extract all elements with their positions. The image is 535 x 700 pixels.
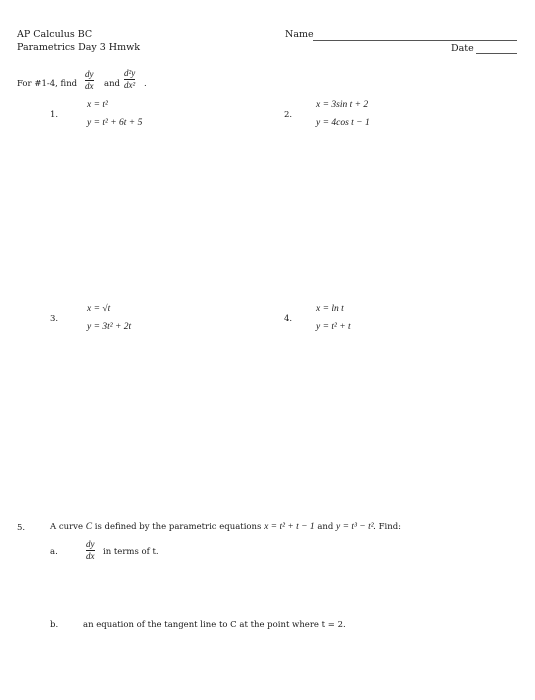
- problem-y-equation: y = t² + t: [316, 322, 351, 332]
- problem-y-equation: y = 3t² + 2t: [87, 322, 132, 332]
- d2y-dx2-fraction: [124, 69, 135, 90]
- problem5-statement: [50, 522, 401, 532]
- problem-number: 2.: [284, 110, 293, 120]
- fraction-denominator: dx²: [124, 80, 136, 90]
- problem-number: 4.: [284, 314, 293, 324]
- part-b-text: an equation of the tangent line to C at the point where t = 2.: [83, 620, 346, 630]
- fraction-numerator: dy: [86, 539, 95, 549]
- problem-y-equation: y = t² + 6t + 5: [87, 118, 143, 128]
- problem-number: 3.: [50, 314, 59, 324]
- problem-x-equation: x = t²: [87, 100, 108, 110]
- dy-dx-fraction: [85, 70, 94, 91]
- name-blank[interactable]: [313, 40, 517, 41]
- part-a-label: a.: [50, 547, 58, 557]
- name-label: Name: [285, 29, 314, 40]
- part-a-text: in terms of t.: [103, 547, 159, 557]
- statement-text: A curve: [50, 522, 83, 532]
- problem-y-equation: y = 4cos t − 1: [316, 118, 370, 128]
- problem-x-equation: x = ln t: [316, 304, 344, 314]
- curve-symbol: C: [85, 522, 93, 532]
- date-blank[interactable]: [476, 53, 517, 54]
- course-title: AP Calculus BC: [17, 29, 93, 40]
- assignment-title: Parametrics Day 3 Hmwk: [17, 42, 140, 53]
- problem-x-equation: x = 3sin t + 2: [316, 100, 369, 110]
- x-parametric-equation: x = t² + t − 1: [264, 522, 315, 532]
- instructions-suffix: .: [144, 79, 147, 89]
- problem-number: 1.: [50, 110, 59, 120]
- fraction-denominator: dx: [86, 551, 95, 561]
- instructions-connector: and: [104, 79, 120, 89]
- fraction-numerator: dy: [85, 69, 94, 79]
- fraction-numerator: d²y: [124, 68, 136, 78]
- problem-x-equation: x = √t: [87, 304, 111, 314]
- fraction-denominator: dx: [85, 81, 94, 91]
- part-b-label: b.: [50, 620, 59, 630]
- instructions-prefix: For #1-4, find: [17, 79, 78, 89]
- statement-text: is defined by the parametric equations: [94, 522, 262, 532]
- statement-text: and: [317, 522, 334, 532]
- y-parametric-equation: y = t³ − t².: [336, 522, 376, 532]
- date-label: Date: [451, 43, 474, 54]
- dy-dx-fraction: [86, 540, 95, 561]
- statement-text: Find:: [378, 522, 402, 532]
- problem-number: 5.: [17, 523, 26, 533]
